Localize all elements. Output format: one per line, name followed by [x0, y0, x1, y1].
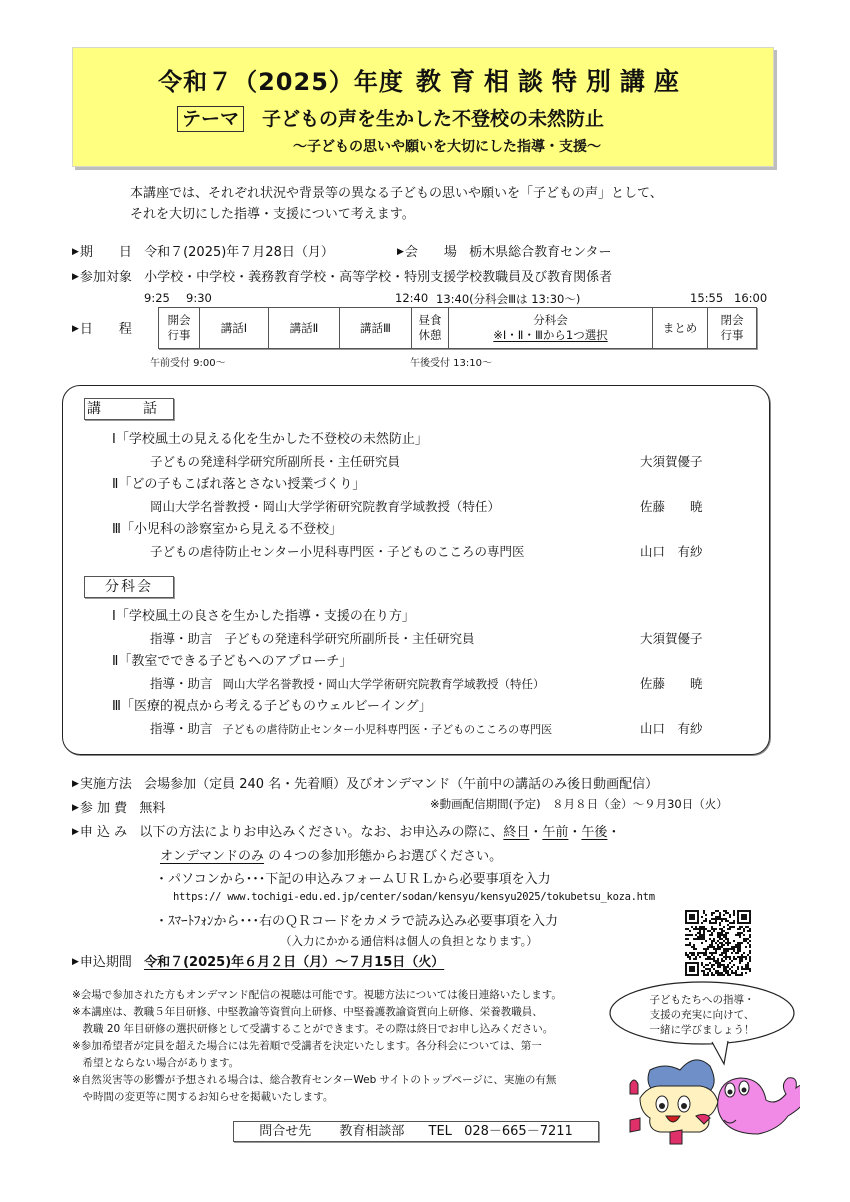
session-title: 「医療的視点から考える子どものウェルビーイング」	[120, 699, 432, 714]
lecture-title: 「小児科の診察室から見える不登校」	[120, 522, 342, 537]
session-title: 「教室でできる子どもへのアプローチ」	[118, 654, 353, 669]
time-end: 16:00	[734, 291, 768, 305]
fee-value: 無料	[139, 801, 166, 816]
period-row	[72, 951, 444, 970]
session-1-title	[112, 605, 415, 624]
lecture-1-affiliation: 子どもの発達科学研究所副所長・主任研究員	[150, 454, 401, 469]
title-year: 令和７（2025）年度	[158, 68, 404, 96]
pm-receipt: 午後受付 13:10～	[410, 358, 492, 369]
lecture-3-title	[112, 518, 342, 537]
note-line: ※会場で参加された方もオンデマンド配信の視聴は可能です。視聴方法については後日連絡いたします。	[72, 989, 562, 1001]
triangle-bullet-icon: ▶	[72, 779, 79, 789]
lecture-2-title	[112, 473, 365, 492]
lecture-num: Ⅰ	[112, 432, 116, 447]
advisor-label: 指導・助言	[150, 676, 213, 691]
venue-label: 会 場	[404, 245, 457, 260]
cell-text: 開会	[167, 313, 191, 327]
speech-bubble-text	[620, 993, 784, 1038]
notes	[72, 987, 562, 1106]
session-3-title	[112, 695, 432, 714]
advisor-affiliation: 子どもの発達科学研究所副所長・主任研究員	[224, 631, 475, 646]
lectures-heading: 講 話	[84, 398, 174, 420]
option-on-demand: オンデマンドのみ	[160, 849, 265, 864]
separator: ・	[568, 825, 582, 840]
session-title: 「学校風土の良さを生かした指導・支援の在り方」	[115, 609, 415, 624]
separator: ・	[607, 825, 621, 840]
note-line: ※本講座は、教職５年目研修、中堅教諭等資質向上研修、中堅養護教諭資質向上研修、栄養教職員、	[72, 1006, 543, 1018]
pink-fish-mascot-icon	[718, 1078, 800, 1134]
smartphone-instructions: ・ｽﾏｰﾄﾌｫﾝから･･･右のＱＲコードをカメラで読み込み必要事項を入力	[155, 914, 559, 929]
triangle-bullet-icon: ▶	[397, 247, 404, 257]
note-line: ※参加希望者が定員を超えた場合には先着順で受講者を決定いたします。各分科会については、第一	[72, 1040, 542, 1052]
tel-number[interactable]: 028－665－7211	[464, 1124, 573, 1139]
schedule-table	[158, 307, 757, 349]
session-num: Ⅲ	[112, 699, 121, 714]
fee-note: （入力にかかる通信料は個人の負担となります。）	[280, 934, 538, 948]
target-label: 参加対象	[79, 270, 132, 285]
schedule-cell-opening	[159, 308, 200, 348]
period-value: 令和７(2025)年６月２日（月）～７月15日（火）	[144, 955, 445, 970]
advisor-affiliation: 岡山大学名誉教授・岡山大学学術研究院教育学域教授（特任）	[222, 677, 545, 691]
cell-text: まとめ	[662, 320, 698, 335]
apply-label: 申 込 み	[79, 825, 128, 840]
date-value: 令和７(2025)年７月28日（月）	[144, 245, 334, 260]
note-line: ※自然災害等の影響が予想される場合は、総合教育センターWeb サイトのトップページに、実施の有無	[72, 1074, 557, 1086]
cell-text: 分科会	[533, 313, 568, 327]
triangle-bullet-icon: ▶	[72, 324, 79, 334]
session-3-advisor	[150, 719, 552, 737]
session-1-advisor	[150, 629, 475, 647]
fee-row	[72, 797, 165, 816]
schedule-label	[72, 318, 132, 337]
sessions-heading: 分科会	[84, 576, 174, 598]
lecture-3-affiliation: 子どもの虐待防止センター小児科専門医・子どものこころの専門医	[150, 544, 525, 559]
date-label: 期 日	[79, 245, 132, 260]
lecture-num: Ⅱ	[112, 477, 119, 492]
am-receipt: 午前受付 9:00～	[150, 358, 226, 369]
method-label: 実施方法	[79, 777, 132, 792]
schedule-cell-sessions	[449, 308, 653, 348]
theme-row	[177, 104, 604, 132]
contact-label: 問合せ先	[259, 1124, 312, 1139]
separator: ・	[529, 825, 543, 840]
theme-text: 子どもの声を生かした不登校の未然防止	[262, 108, 605, 130]
tel-label: TEL	[428, 1124, 452, 1139]
triangle-bullet-icon: ▶	[72, 957, 79, 967]
qr-code-icon[interactable]	[685, 910, 751, 976]
lecture-1-title	[112, 428, 428, 447]
apply-row	[72, 821, 620, 840]
time-summary-end: 15:55	[690, 291, 724, 305]
schedule-cell-lunch	[412, 308, 449, 348]
note-line: や時間の変更等に関するお知らせを掲載いたします。	[72, 1091, 334, 1103]
fee-label: 参 加 費	[79, 801, 128, 816]
cell-text: 講話Ⅲ	[360, 320, 391, 335]
cell-text: 休憩	[418, 328, 442, 342]
lecture-title: 「どの子もこぼれ落とさない授業づくり」	[118, 477, 366, 492]
schedule-cell-lecture-2	[269, 308, 340, 348]
schedule-label-text: 日 程	[79, 322, 132, 337]
contact-department: 教育相談部	[339, 1124, 405, 1139]
blue-hat-mascot-icon	[630, 1060, 718, 1144]
session-3-advisor-name: 山口 有紗	[640, 721, 703, 736]
schedule-cell-lecture-3	[340, 308, 412, 348]
date-row	[72, 241, 334, 260]
bubble-line: 子どもたちへの指導・	[649, 994, 755, 1006]
schedule-cell-lecture-1	[200, 308, 269, 348]
cell-text: 閉会	[720, 313, 744, 327]
session-2-advisor-name: 佐藤 暁	[640, 676, 703, 691]
schedule-cell-closing	[708, 308, 756, 348]
pc-instructions: ・パソコンから･･･下記の申込みフォームＵＲＬから必要事項を入力	[155, 872, 551, 887]
cell-text: 行事	[720, 328, 744, 342]
intro-line: それを大切にした指導・支援について考えます。	[130, 207, 415, 222]
session-2-title	[112, 650, 352, 669]
triangle-bullet-icon: ▶	[72, 247, 79, 257]
option-afternoon: 午後	[581, 825, 608, 840]
venue-value: 栃木県総合教育センター	[469, 245, 612, 260]
cell-text: 講話Ⅱ	[289, 320, 319, 335]
session-num: Ⅰ	[112, 609, 116, 624]
target-row	[72, 266, 612, 285]
triangle-bullet-icon: ▶	[72, 272, 79, 282]
triangle-bullet-icon: ▶	[72, 803, 79, 813]
application-url[interactable]: https:// www.tochigi-edu.ed.jp/center/sodan/kensyu/kensyu2025/tokubetsu_koza.htm	[173, 891, 655, 903]
advisor-label: 指導・助言	[150, 721, 213, 736]
advisor-affiliation: 子どもの虐待防止センター小児科専門医・子どものこころの専門医	[222, 723, 553, 736]
target-value: 小学校・中学校・義務教育学校・高等学校・特別支援学校教職員及び教育関係者	[144, 270, 613, 285]
cell-text: 講話Ⅰ	[220, 320, 248, 335]
page-title	[73, 62, 773, 98]
time-lunch-start: 12:40	[395, 291, 429, 305]
lecture-2-affiliation: 岡山大学名誉教授・岡山大学学術研究院教育学域教授（特任）	[150, 499, 501, 514]
bubble-line: 支援の充実に向けて、	[649, 1009, 755, 1021]
apply-row-2	[160, 845, 502, 864]
venue-row	[397, 241, 612, 260]
subtitle: ～子どもの思いや願いを大切にした指導・支援～	[293, 139, 601, 155]
cell-text: 行事	[167, 328, 191, 342]
option-morning: 午前	[542, 825, 569, 840]
cell-text: 昼食	[418, 313, 442, 327]
lecture-num: Ⅲ	[112, 522, 121, 537]
session-2-advisor	[150, 674, 545, 692]
time-start: 9:25	[144, 291, 170, 305]
session-num: Ⅱ	[112, 654, 119, 669]
intro-text	[130, 183, 663, 225]
stream-period: ※動画配信期間(予定) ８月８日（金）～９月30日（火）	[430, 797, 728, 811]
intro-line: 本講座では、それぞれ状況や背景等の異なる子どもの思いや願いを「子どもの声」として、	[130, 186, 663, 201]
apply-text: の４つの参加形態からお選びください。	[264, 849, 503, 864]
method-row	[72, 773, 658, 792]
time-lecture-start: 9:30	[186, 291, 212, 305]
advisor-label: 指導・助言	[150, 631, 213, 646]
option-all-day: 終日	[503, 825, 530, 840]
note-line: 教職 20 年目研修の選択研修として受講することができます。その際は終日でお申し込みください。	[72, 1023, 554, 1035]
lecture-3-speaker: 山口 有紗	[640, 544, 703, 559]
triangle-bullet-icon: ▶	[72, 827, 79, 837]
lecture-title: 「学校風土の見える化を生かした不登校の未然防止」	[115, 432, 428, 447]
lecture-1-speaker: 大須賀優子	[640, 454, 703, 469]
session-1-advisor-name: 大須賀優子	[640, 631, 703, 646]
method-value: 会場参加（定員 240 名・先着順）及びオンデマンド（午前中の講話のみ後日動画配信）	[144, 777, 659, 792]
note-line: 希望とならない場合があります。	[72, 1057, 240, 1069]
title-banner	[72, 47, 774, 167]
cell-text: ※Ⅰ・Ⅱ・Ⅲから1つ選択	[493, 328, 608, 342]
period-label: 申込期間	[79, 955, 132, 970]
apply-text: 以下の方法によりお申込みください。なお、お申込みの際に、	[139, 825, 504, 840]
title-course: 教育相談特別講座	[415, 67, 688, 96]
theme-tag: テーマ	[177, 106, 244, 132]
schedule-cell-summary	[653, 308, 708, 348]
bubble-line: 一緒に学びましょう！	[649, 1024, 755, 1036]
contact-box	[233, 1121, 599, 1142]
time-session-start: 13:40(分科会Ⅲは 13:30～)	[436, 292, 581, 306]
lecture-2-speaker: 佐藤 暁	[640, 499, 703, 514]
